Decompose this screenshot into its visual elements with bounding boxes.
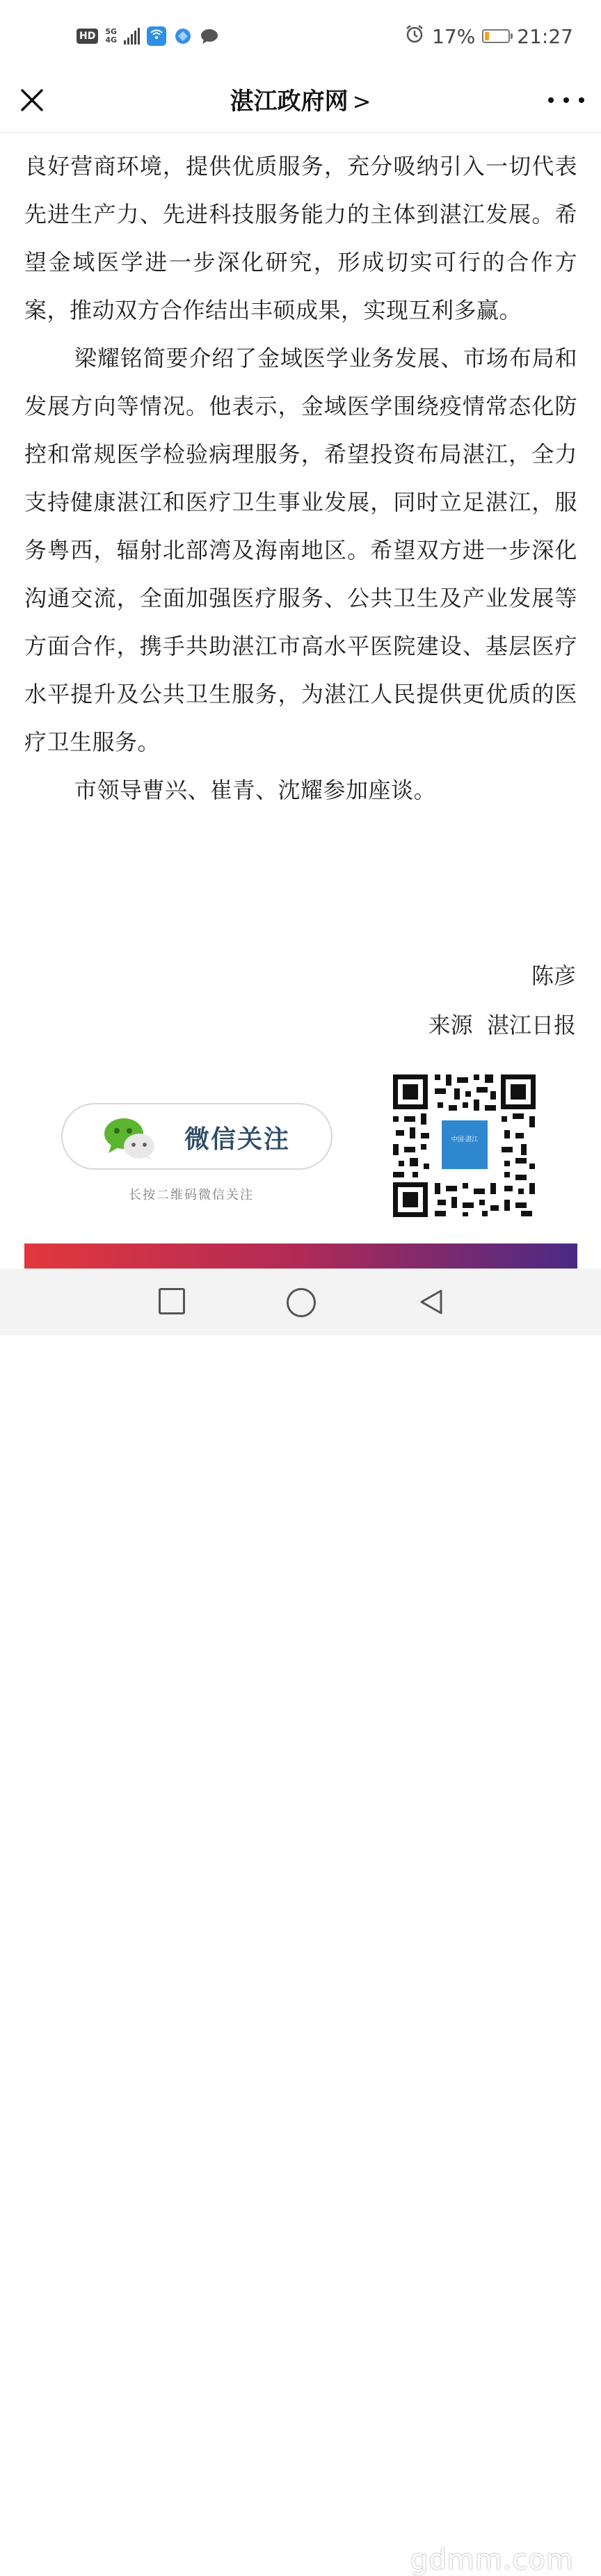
wifi-hotspot-icon — [147, 26, 166, 46]
article-body — [24, 143, 577, 814]
battery-percent: 17% — [432, 24, 476, 48]
network-type-bottom: 4G — [105, 35, 118, 45]
article-author: 陈彦 — [531, 963, 576, 989]
status-bar — [0, 0, 601, 72]
chevron-right-icon: > — [352, 88, 371, 115]
battery-icon — [482, 29, 510, 43]
browser-icon — [173, 26, 193, 46]
signal-icon — [124, 28, 140, 45]
more-dot-icon — [563, 97, 569, 103]
message-icon — [200, 26, 219, 46]
article-paragraph: 梁耀铭简要介绍了金域医学业务发展、市场布局和发展方向等情况。他表示，金域医学围绕疫情常态化防控和常规医学检验病理服务，希望投资布局湛江，全力支持健康湛江和医疗卫生事业发展，同时立足湛江，服务粤西，辐射北部湾及海南地区。希望双方进一步深化沟通交流，全面加强医疗服务、公共卫生及产业发展等方面合作，携手共助湛江市高水平医院建设、基层医疗水平提升及公共卫生服务，为湛江人民提供更优质的医疗卫生服务。 — [24, 345, 577, 755]
qr-center-logo: 中国·湛江 — [451, 1136, 479, 1143]
account-title-link[interactable] — [0, 83, 601, 120]
wechat-follow-label: 微信关注 — [184, 1125, 291, 1154]
qr-code-image[interactable] — [393, 1074, 536, 1217]
article-paragraph: 良好营商环境，提供优质服务，充分吸纳引入一切代表先进生产力、先进科技服务能力的主体到湛江发展。希望金域医学进一步深化研究，形成切实可行的合作方案，推动双方合作结出丰硕成果，实现互利多赢。 — [24, 153, 577, 323]
status-left-icons — [77, 25, 219, 47]
more-dot-icon — [548, 97, 554, 103]
home-button[interactable] — [287, 1288, 316, 1317]
network-type — [105, 28, 117, 45]
watermark: gdmm.com — [410, 2544, 574, 2576]
back-triangle-icon — [417, 1288, 445, 1316]
system-navigation-bar — [0, 1269, 601, 2576]
network-type-top: 5G — [105, 27, 118, 36]
article-paragraph: 市领导曹兴、崔青、沈耀参加座谈。 — [74, 777, 437, 803]
wechat-icon — [102, 1114, 157, 1163]
article-source: 来源 湛江日报 — [428, 1012, 576, 1038]
hd-badge: HD — [77, 29, 98, 44]
back-button[interactable] — [417, 1288, 445, 1316]
navigation-bar — [0, 72, 601, 133]
more-dot-icon — [579, 97, 584, 103]
wechat-follow-button[interactable] — [61, 1103, 332, 1170]
promo-banner[interactable] — [24, 1243, 577, 1269]
battery-level — [485, 32, 489, 40]
more-options-button[interactable] — [548, 86, 584, 114]
alarm-icon — [404, 24, 425, 49]
clock: 21:27 — [517, 24, 573, 48]
page-title: 湛江政府网 — [230, 88, 348, 115]
qr-hint-text: 长按二维码微信关注 — [129, 1188, 254, 1202]
recent-apps-button[interactable] — [159, 1288, 185, 1314]
status-right-icons — [404, 24, 573, 49]
